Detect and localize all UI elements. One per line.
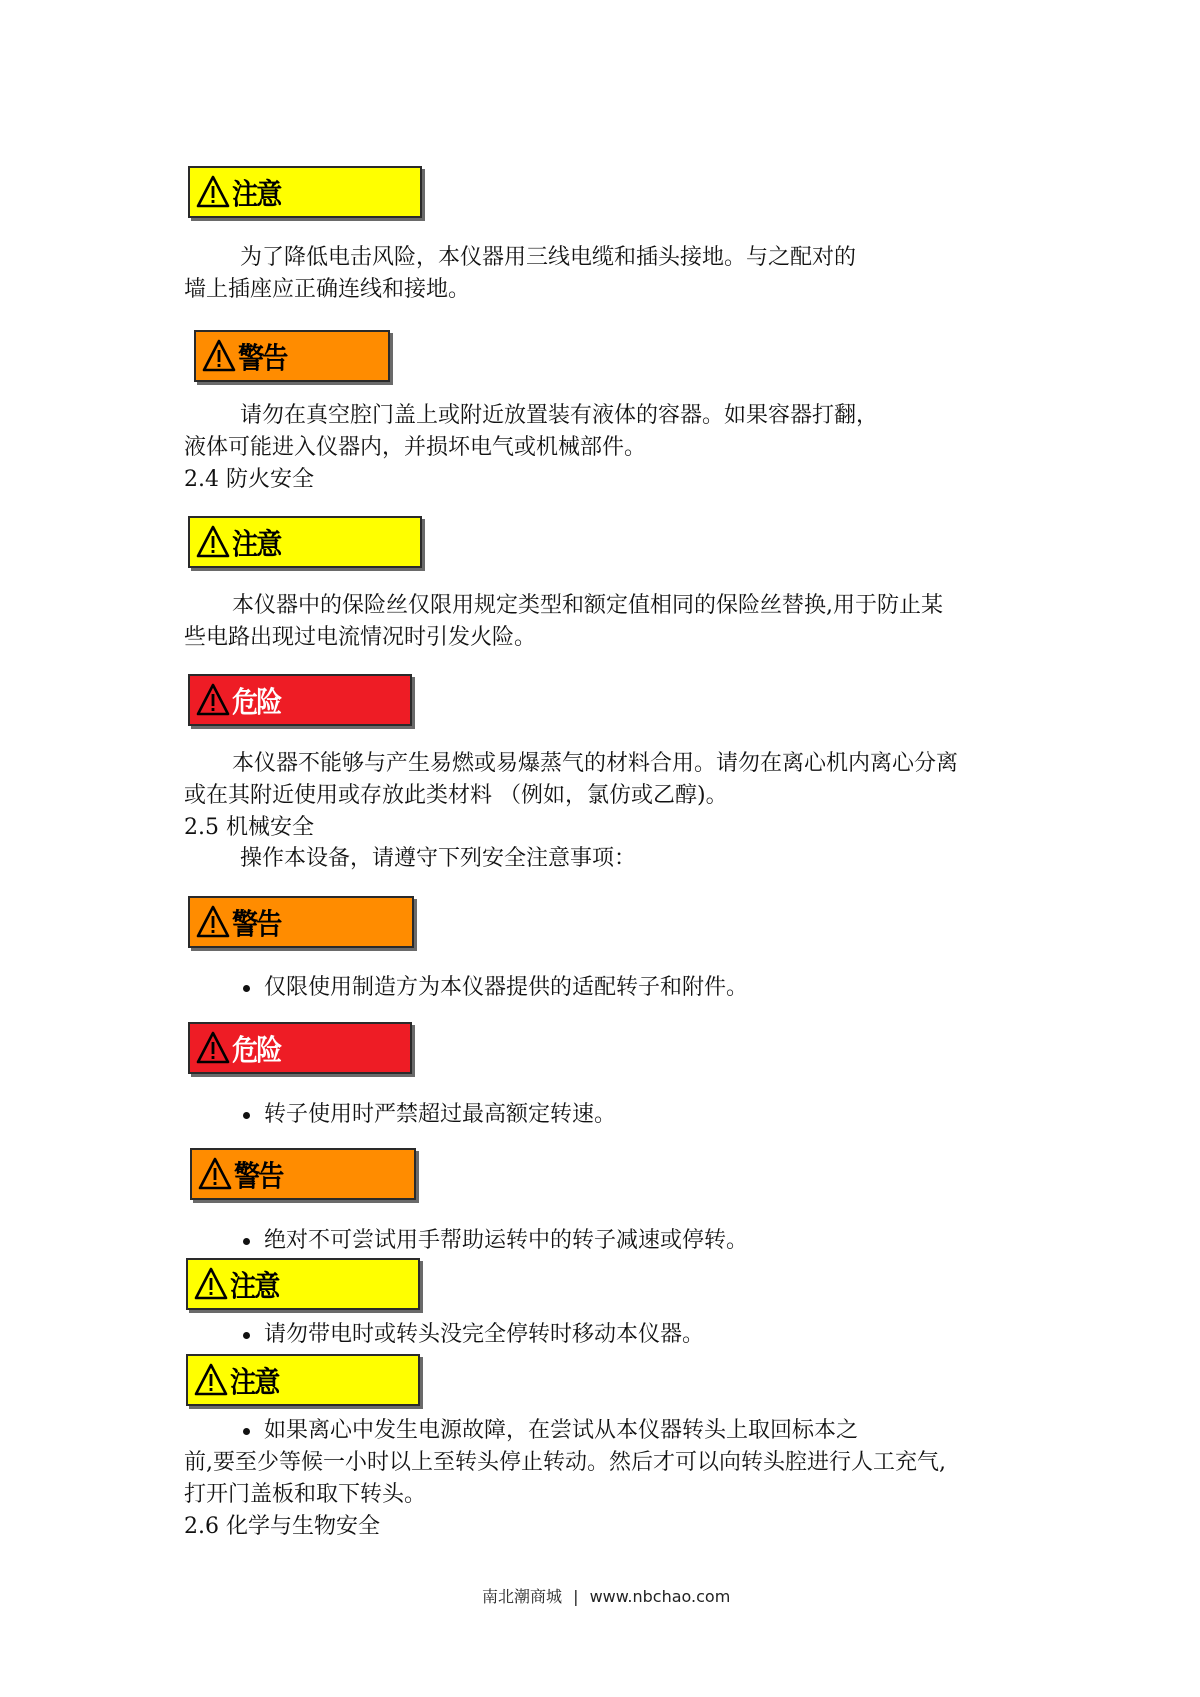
bullet-icon — [243, 985, 250, 992]
warning-triangle-icon — [196, 1031, 230, 1065]
paragraph-line: 液体可能进入仪器内，并损坏电气或机械部件。 — [184, 435, 647, 460]
warning-badge — [188, 896, 414, 948]
bullet-icon — [243, 1238, 250, 1245]
bullet-item: 绝对不可尝试用手帮助运转中的转子减速或停转。 — [264, 1228, 749, 1253]
page-footer — [482, 1584, 730, 1607]
paragraph-line: 打开门盖板和取下转头。 — [184, 1482, 427, 1507]
bullet-item: 转子使用时严禁超过最高额定转速。 — [264, 1102, 617, 1127]
section-heading: 2.6 化学与生物安全 — [184, 1514, 380, 1539]
badge-label: 警告 — [232, 906, 281, 941]
paragraph-line: 本仪器中的保险丝仅限用规定类型和额定值相同的保险丝替换,用于防止某 — [232, 593, 943, 618]
badge-label: 警告 — [234, 1158, 283, 1193]
danger-badge — [188, 674, 412, 726]
paragraph-line: 些电路出现过电流情况时引发火险。 — [184, 625, 537, 650]
bullet-item: 仅限使用制造方为本仪器提供的适配转子和附件。 — [264, 975, 749, 1000]
caution-badge — [186, 1258, 420, 1310]
warning-triangle-icon — [196, 683, 230, 717]
warning-triangle-icon — [196, 905, 230, 939]
warning-triangle-icon — [196, 175, 230, 209]
footer-separator: | — [573, 1587, 579, 1606]
badge-label: 注意 — [230, 1364, 279, 1399]
footer-url-link[interactable]: www.nbchao.com — [589, 1587, 731, 1606]
warning-triangle-icon — [194, 1267, 228, 1301]
section-heading: 2.5 机械安全 — [184, 815, 314, 840]
bullet-icon — [243, 1112, 250, 1119]
caution-badge — [188, 516, 422, 568]
bullet-icon — [243, 1332, 250, 1339]
section-heading: 2.4 防火安全 — [184, 467, 314, 492]
badge-label: 警告 — [238, 340, 287, 375]
warning-triangle-icon — [202, 339, 236, 373]
warning-triangle-icon — [196, 525, 230, 559]
bullet-icon — [243, 1428, 250, 1435]
badge-label: 注意 — [230, 1268, 279, 1303]
paragraph-line: 本仪器不能够与产生易燃或易爆蒸气的材料合用。请勿在离心机内离心分离 — [232, 751, 959, 776]
danger-badge — [188, 1022, 412, 1074]
paragraph-line: 墙上插座应正确连线和接地。 — [184, 277, 471, 302]
badge-label: 注意 — [232, 176, 281, 211]
paragraph-line: 或在其附近使用或存放此类材料 （例如，氯仿或乙醇)。 — [184, 783, 728, 808]
warning-badge — [194, 330, 390, 382]
warning-triangle-icon — [194, 1363, 228, 1397]
badge-label: 注意 — [232, 526, 281, 561]
footer-site-name: 南北潮商城 — [482, 1587, 563, 1606]
paragraph-line: 为了降低电击风险，本仪器用三线电缆和插头接地。与之配对的 — [240, 245, 857, 270]
bullet-item: 如果离心中发生电源故障，在尝试从本仪器转头上取回标本之 — [264, 1418, 859, 1443]
paragraph-line: 请勿在真空腔门盖上或附近放置装有液体的容器。如果容器打翻， — [240, 403, 879, 428]
warning-badge — [190, 1148, 416, 1200]
bullet-item: 请勿带电时或转头没完全停转时移动本仪器。 — [264, 1322, 705, 1347]
paragraph-line: 操作本设备，请遵守下列安全注意事项： — [240, 846, 637, 871]
caution-badge — [186, 1354, 420, 1406]
badge-label: 危险 — [232, 684, 281, 719]
caution-badge — [188, 166, 422, 218]
badge-label: 危险 — [232, 1032, 281, 1067]
warning-triangle-icon — [198, 1157, 232, 1191]
paragraph-line: 前,要至少等候一小时以上至转头停止转动。然后才可以向转头腔进行人工充气, — [184, 1450, 946, 1475]
